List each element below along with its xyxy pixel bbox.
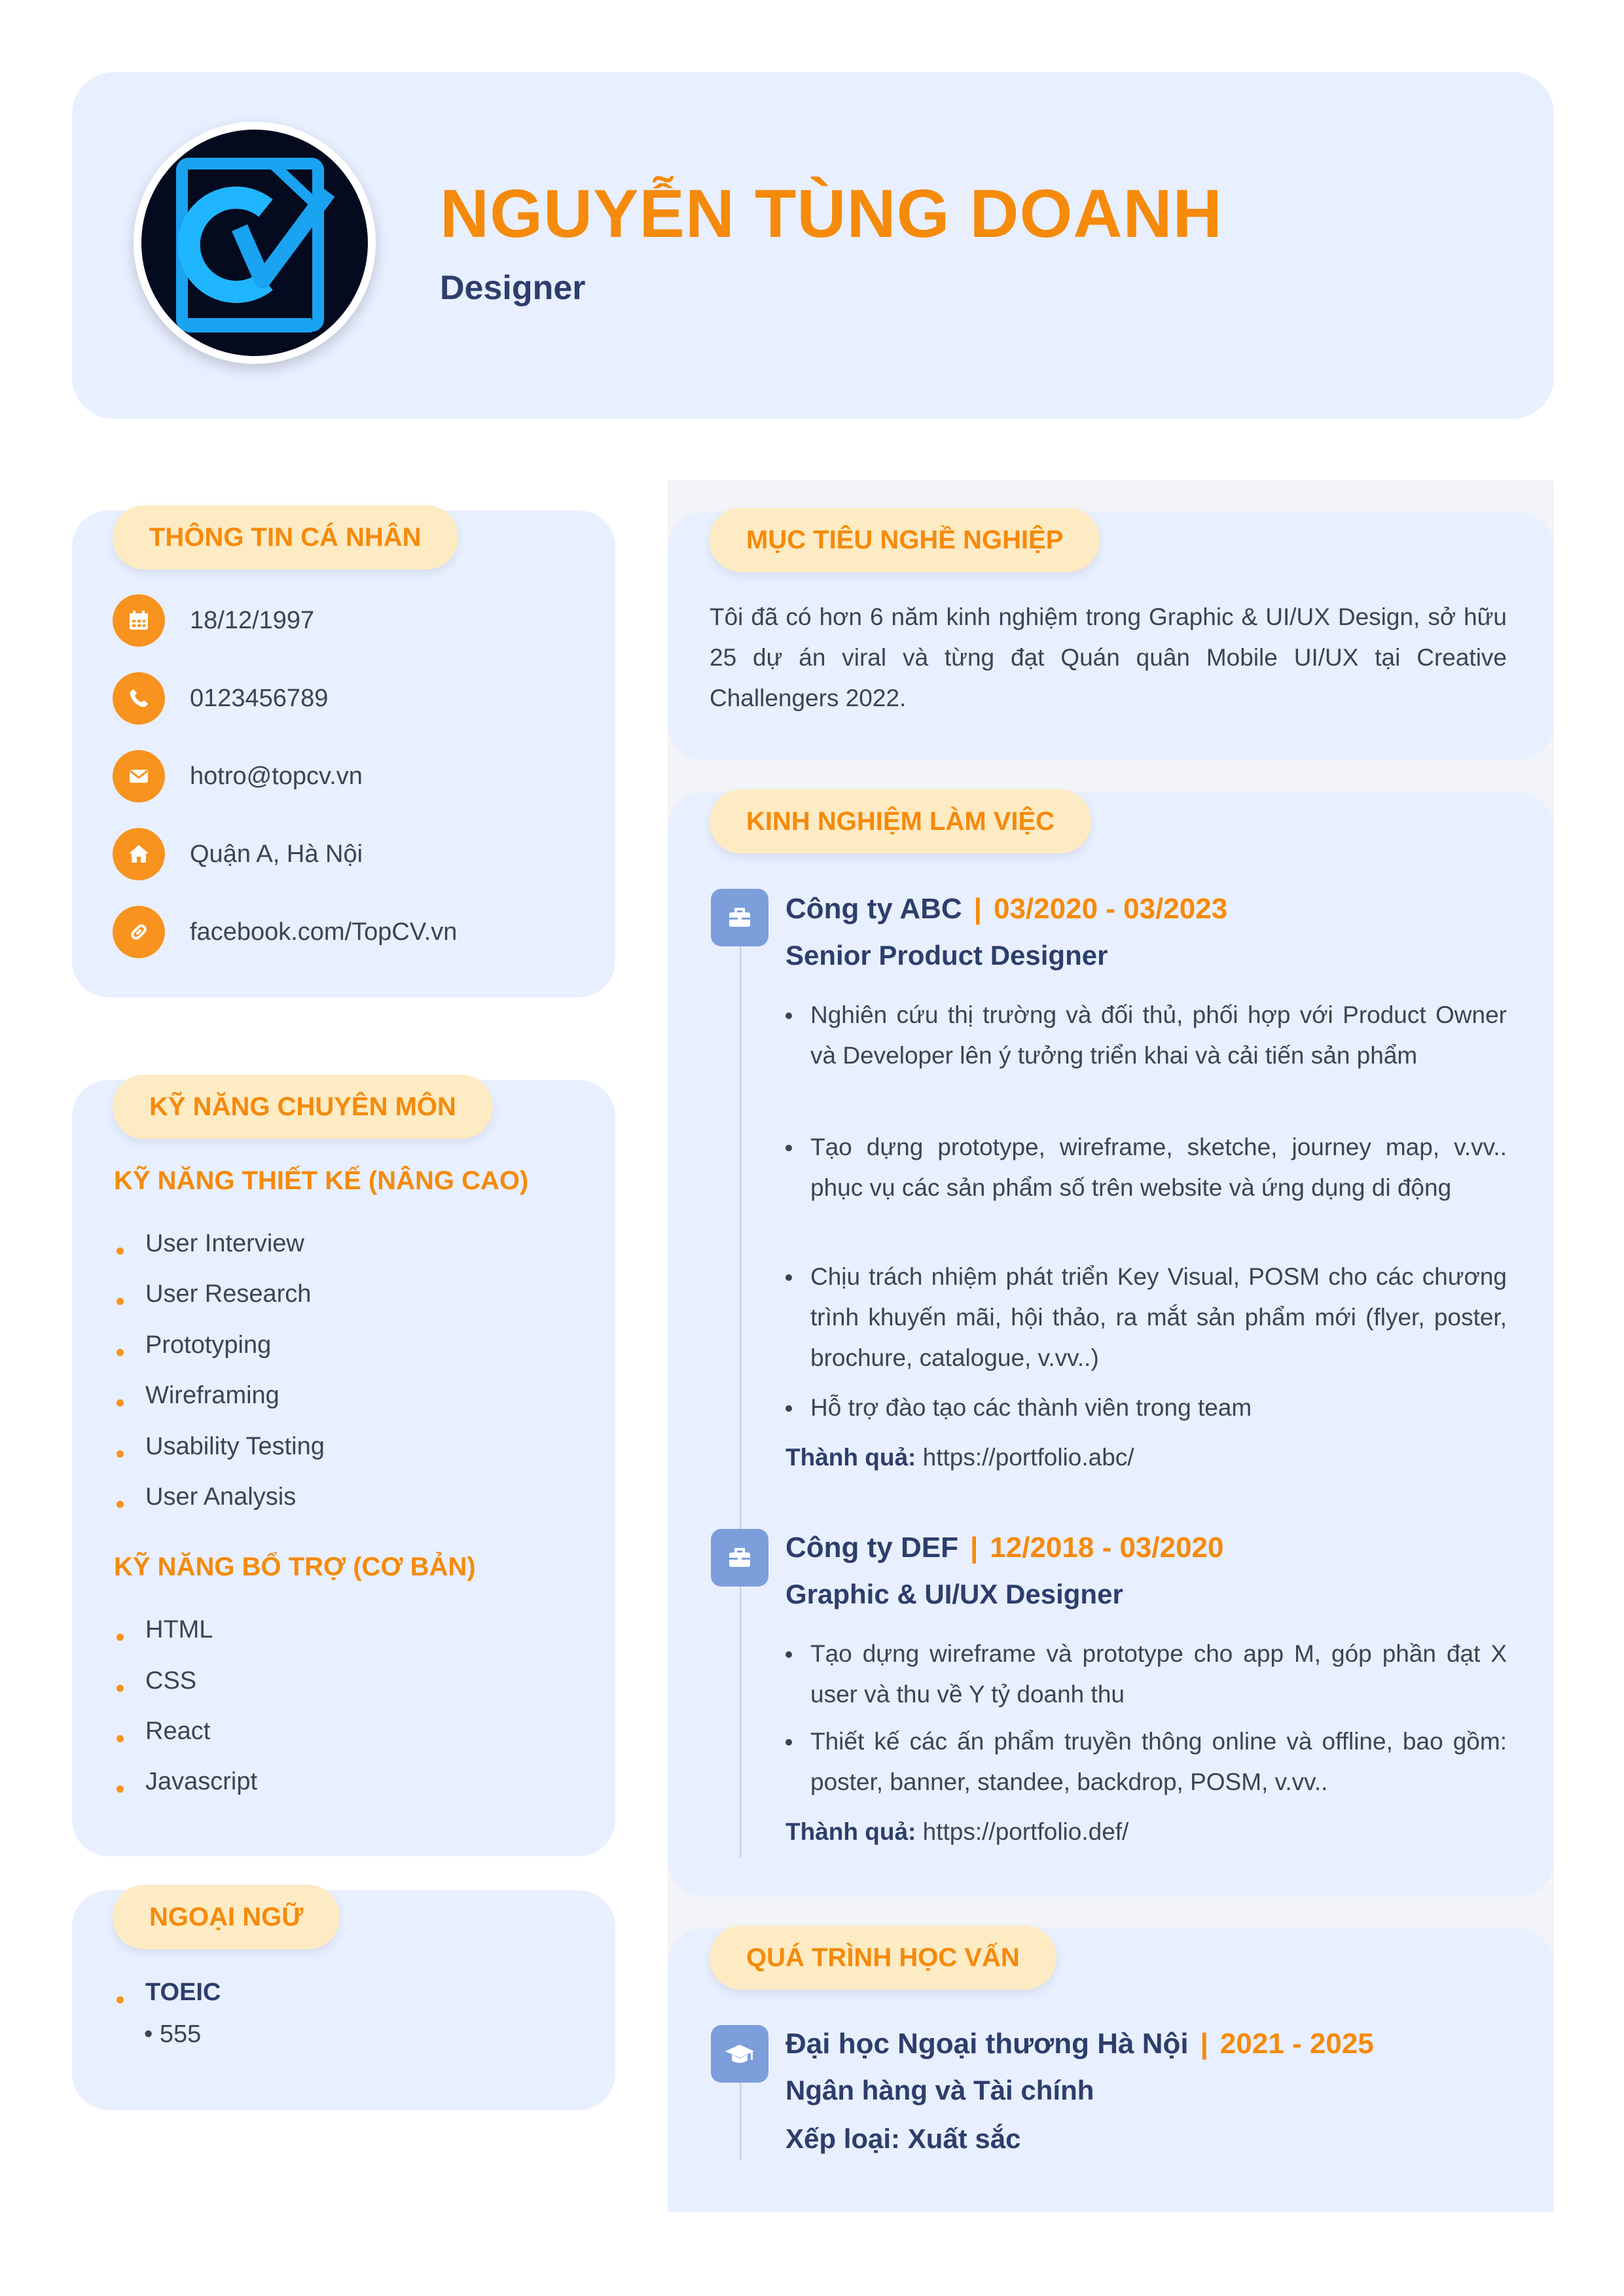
skill-group-title: KỸ NĂNG THIẾT KẾ (NÂNG CAO) <box>114 1166 529 1195</box>
portfolio-link[interactable]: https://portfolio.def/ <box>922 1818 1129 1845</box>
website-text[interactable]: facebook.com/TopCV.vn <box>190 918 458 946</box>
objective-text: Tôi đã có hơn 6 năm kinh nghiệm trong Graphic & UI/UX Design, sở hữu 25 dự án viral và từng đạt Quán quân Mobile UI/UX tại Creative Challengers 2022. <box>710 603 1507 711</box>
phone-text: 0123456789 <box>190 685 329 712</box>
email-text: hotro@topcv.vn <box>190 762 363 790</box>
job-achievement: Thành quả: https://portfolio.def/ <box>785 1818 1129 1845</box>
birthdate-text: 18/12/1997 <box>190 607 315 634</box>
job-bullet: Tạo dựng prototype, wireframe, sketche, journey map, v.vv.. phục vụ các sản phẩm số trên website và ứng dụng di động <box>810 1127 1507 1208</box>
address-text: Quận A, Hà Nội <box>190 840 363 868</box>
candidate-title: Designer <box>440 269 586 307</box>
section-heading-objective: MỤC TIÊU NGHỀ NGHIỆP <box>710 508 1100 572</box>
home-icon <box>113 828 165 880</box>
email-icon <box>113 750 165 802</box>
section-heading-education: QUÁ TRÌNH HỌC VẤN <box>710 1926 1056 1990</box>
language-score: • 555 <box>144 2020 202 2048</box>
education-school: Đại học Ngoại thương Hà Nội | 2021 - 2025 <box>785 2028 1374 2060</box>
job-bullet: Tạo dựng wireframe và prototype cho app M, góp phần đạt X user và thu về Y tỷ doanh thu <box>810 1634 1507 1715</box>
job-role: Senior Product Designer <box>785 940 1108 971</box>
briefcase-icon <box>711 1529 768 1587</box>
calendar-icon <box>113 594 165 647</box>
portfolio-link[interactable]: https://portfolio.abc/ <box>922 1444 1134 1471</box>
job-achievement: Thành quả: https://portfolio.abc/ <box>785 1444 1134 1471</box>
skill-group-title: KỸ NĂNG BỔ TRỢ (CƠ BẢN) <box>114 1552 476 1581</box>
section-heading-personal: THÔNG TIN CÁ NHÂN <box>113 505 458 569</box>
job-bullet: Nghiên cứu thị trường và đối thủ, phối hợp với Product Owner và Developer lên ý tưởng triển khai và cải tiến sản phẩm <box>810 995 1507 1076</box>
link-icon <box>113 906 165 958</box>
cv-logo-icon <box>141 130 368 356</box>
phone-icon <box>113 672 165 725</box>
section-heading-skills: KỸ NĂNG CHUYÊN MÔN <box>113 1075 493 1139</box>
avatar <box>134 122 376 364</box>
job-company: Công ty DEF | 12/2018 - 03/2020 <box>785 1532 1224 1564</box>
job-role: Graphic & UI/UX Designer <box>785 1579 1123 1609</box>
candidate-name: NGUYỄN TÙNG DOANH <box>440 176 1223 252</box>
job-bullet: Hỗ trợ đào tạo các thành viên trong team <box>810 1388 1507 1428</box>
graduation-cap-icon <box>711 2025 768 2083</box>
briefcase-icon <box>711 889 768 946</box>
job-bullet: Thiết kế các ấn phẩm truyền thông online và offline, bao gồm: poster, banner, standee, backdrop, POSM, v.vv.. <box>810 1721 1507 1803</box>
timeline-line <box>740 916 742 1857</box>
section-heading-experience: KINH NGHIỆM LÀM VIỆC <box>710 789 1091 853</box>
job-company: Công ty ABC | 03/2020 - 03/2023 <box>785 893 1228 925</box>
education-grade: Xếp loại: Xuất sắc <box>785 2123 1021 2154</box>
education-major: Ngân hàng và Tài chính <box>785 2075 1094 2106</box>
job-bullet: Chịu trách nhiệm phát triển Key Visual, POSM cho các chương trình khuyến mãi, hội thảo, ra mắt sản phẩm mới (flyer, poster, brochure, catalogue, v.vv..) <box>810 1257 1507 1378</box>
section-heading-languages: NGOẠI NGỮ <box>113 1885 340 1949</box>
